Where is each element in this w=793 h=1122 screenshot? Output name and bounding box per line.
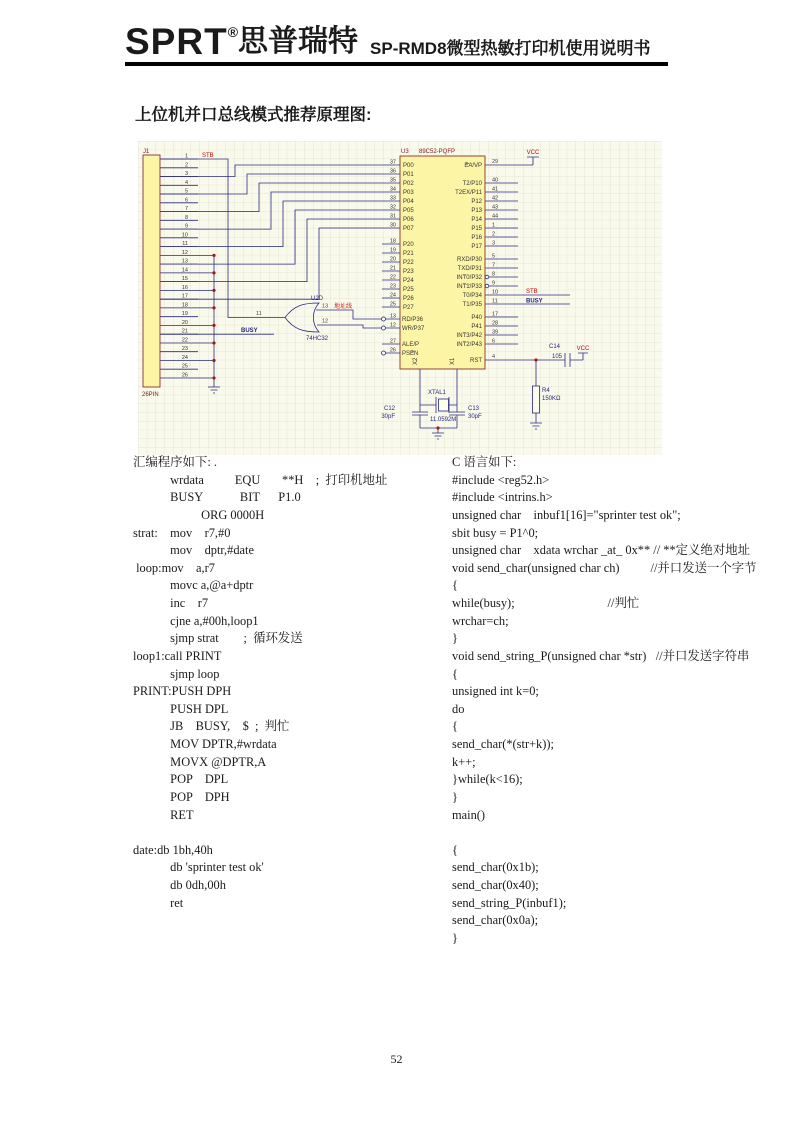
connector-pin-number: 15 xyxy=(181,276,188,283)
logo-chinese: 思普瑞特 xyxy=(238,25,359,58)
mcu-t-pin-number: 1 xyxy=(492,222,496,229)
code-line: #include <reg52.h> xyxy=(452,472,550,487)
code-line: loop1:call PRINT xyxy=(133,648,222,663)
code-line: cjne a,#00h,loop1 xyxy=(133,613,259,628)
mcu-t-label: P12 xyxy=(471,199,482,205)
vcc-label-top: VCC xyxy=(526,150,540,156)
code-line: 汇编程序如下: . xyxy=(133,455,217,469)
page-number: 52 xyxy=(390,1052,403,1066)
mcu-p2-label: P23 xyxy=(403,269,414,275)
mcu-t-pin-number: 44 xyxy=(492,213,499,220)
mcu-rw-pin-number: 13 xyxy=(389,313,396,320)
mcu-pin-ea-number: 29 xyxy=(492,159,499,165)
mcu-t-label: P13 xyxy=(471,208,482,214)
mcu-t-pin-number: 41 xyxy=(492,186,499,193)
vcc-label-right: VCC xyxy=(576,346,590,352)
stb-net-label-left: STB xyxy=(202,153,214,159)
code-line: { xyxy=(452,842,458,857)
mcu-psen-label: PSEN xyxy=(402,351,419,357)
connector-pin-number: 1 xyxy=(184,153,188,160)
mcu-p0-pin-number: 30 xyxy=(389,222,396,229)
mcu-s-pin-number: 5 xyxy=(492,253,496,260)
code-line: BUSY BIT P1.0 xyxy=(133,490,301,505)
rd-bubble-icon xyxy=(382,317,386,321)
mcu-t-label: P17 xyxy=(471,244,482,250)
mcu-p0-label: P02 xyxy=(403,181,414,187)
schematic-svg xyxy=(138,141,662,455)
connector-pin-number: 4 xyxy=(184,179,188,186)
connector-pin-number: 11 xyxy=(182,241,188,248)
code-line: POP DPL xyxy=(133,772,229,787)
mcu-s-pin-number: 10 xyxy=(492,289,499,296)
busy-net-label-right: BUSY xyxy=(526,298,543,305)
mcu-p0-pin-number: 35 xyxy=(389,177,396,184)
mcu-f-pin-number: 39 xyxy=(492,329,499,336)
crystal-ref: XTAL1 xyxy=(428,390,446,396)
mcu-wr-label: WR/P37 xyxy=(402,326,425,332)
mcu-t-label: T2/P10 xyxy=(462,181,482,187)
code-line: unsigned int k=0; xyxy=(452,684,539,699)
mcu-p0-pin-number: 32 xyxy=(389,204,396,211)
connector-pin-number: 21 xyxy=(181,328,188,335)
code-line: { xyxy=(452,666,458,681)
code-line: }while(k<16); xyxy=(452,772,523,787)
mcu-rw-pin-number: 12 xyxy=(389,322,396,329)
mcu-p0-pin-number: 37 xyxy=(389,159,396,166)
mcu-t-pin-number: 2 xyxy=(492,231,496,238)
schematic-figure xyxy=(138,141,662,455)
mcu-t-label: P14 xyxy=(471,217,482,223)
resistor-r4-ref: R4 xyxy=(542,388,550,394)
int1-bubble-icon xyxy=(485,284,489,288)
mcu-p0-pin-number: 36 xyxy=(389,168,396,175)
crystal-body xyxy=(439,399,449,411)
gate-out-pin: 11 xyxy=(256,311,262,317)
code-line: while(busy); //判忙 xyxy=(452,596,640,610)
logo-text: SPRT xyxy=(125,21,228,62)
mcu-t-pin-number: 43 xyxy=(492,204,499,211)
code-line: } xyxy=(452,789,458,804)
wr-bubble-icon xyxy=(382,326,386,330)
mcu-timer-label: T0/P34 xyxy=(462,293,482,299)
code-line: wrdata EQU **H ; 打印机地址 xyxy=(133,472,388,487)
cap-c13-value: 30pF xyxy=(468,414,482,420)
gate-ref: U2D xyxy=(311,296,324,302)
mcu-f-pin-number: 17 xyxy=(492,311,499,318)
mcu-part: 89C52-PQFP xyxy=(419,149,456,155)
gate-in-pin-top: 13 xyxy=(322,303,329,310)
code-line: MOV DPTR,#wrdata xyxy=(133,737,277,751)
cap-c12-ref: C12 xyxy=(383,406,395,412)
c-code xyxy=(452,454,782,948)
connector-pin-number: 9 xyxy=(184,223,188,230)
mcu-p0-label: P07 xyxy=(403,226,414,232)
connector-pin-number: 14 xyxy=(181,267,188,274)
connector-type: 26PIN xyxy=(142,392,159,398)
code-line: do xyxy=(452,701,465,716)
code-line: sjmp loop xyxy=(133,666,220,681)
mcu-p2-label: P24 xyxy=(403,278,414,284)
mcu-p2-pin-number: 24 xyxy=(389,292,396,299)
mcu-int1-label: INT1/P33 xyxy=(456,284,482,290)
code-line: PUSH DPL xyxy=(133,701,229,716)
connector-pin-number: 13 xyxy=(181,258,188,265)
mcu-p2-label: P25 xyxy=(403,287,414,293)
code-line: send_char(0x0a); xyxy=(452,913,539,928)
mcu-s-pin-number: 7 xyxy=(492,262,496,269)
connector-pin-number: 6 xyxy=(184,197,188,204)
resistor-r4-value: 150KΩ xyxy=(542,396,561,402)
connector-pin-number: 20 xyxy=(181,319,188,326)
mcu-x2-label: X2 xyxy=(413,357,419,365)
code-line: RET xyxy=(133,807,194,822)
gate-part: 74HC32 xyxy=(306,336,329,342)
mcu-p0-label: P03 xyxy=(403,190,414,196)
mcu-p2-pin-number: 23 xyxy=(389,283,396,290)
connector-pin-number: 3 xyxy=(184,171,188,178)
gate-in-pin-bottom: 12 xyxy=(322,318,329,325)
code-line: ORG 0000H xyxy=(133,507,265,522)
connector-pin-number: 17 xyxy=(181,293,188,300)
code-line: C 语言如下: xyxy=(452,455,517,469)
code-line: loop:mov a,r7 xyxy=(133,560,215,575)
mcu-int2-label: INT2/P43 xyxy=(456,342,482,348)
code-line: void send_char(unsigned char ch) //并口发送一个字节 xyxy=(452,560,757,575)
code-line: movc a,@a+dptr xyxy=(133,578,254,593)
cap-c14-ref: C14 xyxy=(549,344,561,350)
mcu-p2-label: P20 xyxy=(403,242,414,248)
code-line: db 0dh,00h xyxy=(133,878,226,892)
connector-pin-number: 7 xyxy=(184,206,188,213)
connector-pin-number: 10 xyxy=(181,232,188,239)
connector-pin-number: 5 xyxy=(184,188,188,195)
mcu-p2-pin-number: 22 xyxy=(389,274,396,281)
code-line: send_char(*(str+k)); xyxy=(452,737,554,751)
mcu-int0-label: INT0/P32 xyxy=(456,275,482,281)
connector-ref: J1 xyxy=(143,149,150,155)
mcu-p0-pin-number: 33 xyxy=(389,195,396,202)
cap-c14-value: 105 xyxy=(551,354,562,360)
code-line: { xyxy=(452,719,458,734)
code-line: MOVX @DPTR,A xyxy=(133,754,267,769)
connector-body xyxy=(143,155,160,387)
connector-pin-number: 2 xyxy=(184,162,188,169)
code-line: { xyxy=(452,578,458,593)
code-line: mov dptr,#date xyxy=(133,543,254,558)
mcu-p0-label: P00 xyxy=(403,163,414,169)
code-line: inc r7 xyxy=(133,596,209,610)
section-heading: 上位机并口总线模式推荐原理图: xyxy=(135,106,372,124)
mcu-t-pin-number: 42 xyxy=(492,195,499,202)
connector-pin-number: 22 xyxy=(181,337,188,344)
code-line: strat: mov r7,#0 xyxy=(133,525,231,540)
code-line: wrchar=ch; xyxy=(452,613,509,628)
mcu-p0-label: P06 xyxy=(403,217,414,223)
mcu-rst-label: RST xyxy=(470,358,482,364)
mcu-s-pin-number: 11 xyxy=(492,298,498,305)
mcu-p2-label: P21 xyxy=(403,251,414,257)
code-line: db 'sprinter test ok' xyxy=(133,860,264,875)
mcu-ea-label: EA/VP xyxy=(464,163,482,169)
mcu-s-pin-number: 9 xyxy=(492,280,496,287)
mcu-p2-pin-number: 25 xyxy=(389,301,396,308)
mcu-p0-label: P05 xyxy=(403,208,414,214)
mcu-timer-label: T1/P35 xyxy=(462,302,482,308)
mcu-t-pin-number: 3 xyxy=(492,240,496,247)
mcu-p2-pin-number: 20 xyxy=(389,256,396,263)
code-line: } xyxy=(452,930,458,945)
mcu-ap-pin-number: 26 xyxy=(389,347,396,354)
connector-pin-number: 25 xyxy=(181,363,188,370)
mcu-t-label: P16 xyxy=(471,235,482,241)
mcu-int3-label: INT3/P42 xyxy=(456,333,482,339)
code-line xyxy=(133,824,449,842)
mcu-ap-pin-number: 27 xyxy=(389,338,396,345)
address-line-net-label: 地址线 xyxy=(334,304,353,310)
mcu-p4-label: P41 xyxy=(471,324,482,330)
mcu-x1-label: X1 xyxy=(450,357,456,365)
code-line: ret xyxy=(133,895,184,910)
code-line: PRINT:PUSH DPH xyxy=(133,684,232,699)
mcu-p2-label: P26 xyxy=(403,296,414,302)
stb-net-label-right: STB xyxy=(526,289,538,295)
resistor-r4-body xyxy=(533,386,540,413)
mcu-serial-label: TXD/P31 xyxy=(457,266,482,272)
code-line: sjmp strat ; 循环发送 xyxy=(133,631,303,646)
code-line xyxy=(452,824,782,842)
mcu-p4-label: P40 xyxy=(471,315,482,321)
cap-c13-ref: C13 xyxy=(468,406,480,412)
mcu-f-pin-number: 28 xyxy=(492,320,499,327)
code-line: k++; xyxy=(452,754,476,769)
code-line: unsigned char inbuf1[16]="sprinter test ok"; xyxy=(452,507,681,522)
code-line: send_char(0x1b); xyxy=(452,860,539,875)
registered-mark-icon: ® xyxy=(227,24,239,40)
mcu-p2-pin-number: 19 xyxy=(389,247,396,254)
connector-pin-number: 26 xyxy=(181,372,188,379)
code-line: send_char(0x40); xyxy=(452,878,539,892)
mcu-serial-label: RXD/P30 xyxy=(456,257,482,263)
code-line: JB BUSY, $ ; 判忙 xyxy=(133,719,290,734)
mcu-ref: U3 xyxy=(401,149,409,155)
mcu-p2-pin-number: 18 xyxy=(389,238,396,245)
mcu-s-pin-number: 8 xyxy=(492,271,496,278)
cap-c12-value: 30pF xyxy=(381,414,395,420)
connector-pin-number: 24 xyxy=(181,354,188,361)
mcu-t-label: P15 xyxy=(471,226,482,232)
connector-pin-number: 8 xyxy=(184,214,188,221)
code-line: unsigned char xdata wrchar _at_ 0x** // **定义绝对地址 xyxy=(452,543,750,558)
mcu-p2-pin-number: 21 xyxy=(389,265,396,272)
busy-net-label-left: BUSY xyxy=(241,328,258,334)
mcu-t-pin-number: 40 xyxy=(492,177,499,184)
mcu-p0-label: P01 xyxy=(403,172,414,178)
mcu-f-pin-number: 6 xyxy=(492,338,496,345)
mcu-p2-label: P22 xyxy=(403,260,414,266)
code-line: date:db 1bh,40h xyxy=(133,842,213,857)
code-line: void send_string_P(unsigned char *str) //并口发送字符串 xyxy=(452,648,750,663)
connector-pin-number: 16 xyxy=(181,284,188,291)
crystal-value: 11.0592M xyxy=(430,417,457,423)
assembly-code xyxy=(133,454,449,912)
mcu-ale-label: ALE/P xyxy=(402,342,420,348)
connector-pin-number: 18 xyxy=(181,302,188,309)
code-line: send_string_P(inbuf1); xyxy=(452,895,567,910)
code-line: main() xyxy=(452,807,486,822)
mcu-p0-pin-number: 34 xyxy=(389,186,396,193)
psen-bubble-icon xyxy=(382,351,386,355)
connector-pin-number: 19 xyxy=(181,311,188,318)
document-title: SP-RMD8微型热敏打印机使用说明书 xyxy=(370,39,651,58)
connector-pin-number: 12 xyxy=(181,249,188,256)
mcu-p2-label: P27 xyxy=(403,305,414,311)
code-line: sbit busy = P1^0; xyxy=(452,525,539,540)
mcu-t-label: T2EX/P11 xyxy=(455,190,482,196)
mcu-pin-rst-number: 4 xyxy=(492,354,496,360)
mcu-p0-pin-number: 31 xyxy=(389,213,396,220)
code-line: POP DPH xyxy=(133,789,230,804)
mcu-p0-label: P04 xyxy=(403,199,414,205)
mcu-rd-label: RD/P36 xyxy=(402,317,424,323)
header-rule xyxy=(125,62,668,66)
int0-bubble-icon xyxy=(485,275,489,279)
code-line: } xyxy=(452,631,458,646)
connector-pin-number: 23 xyxy=(181,346,188,353)
code-line: #include <intrins.h> xyxy=(452,490,553,505)
